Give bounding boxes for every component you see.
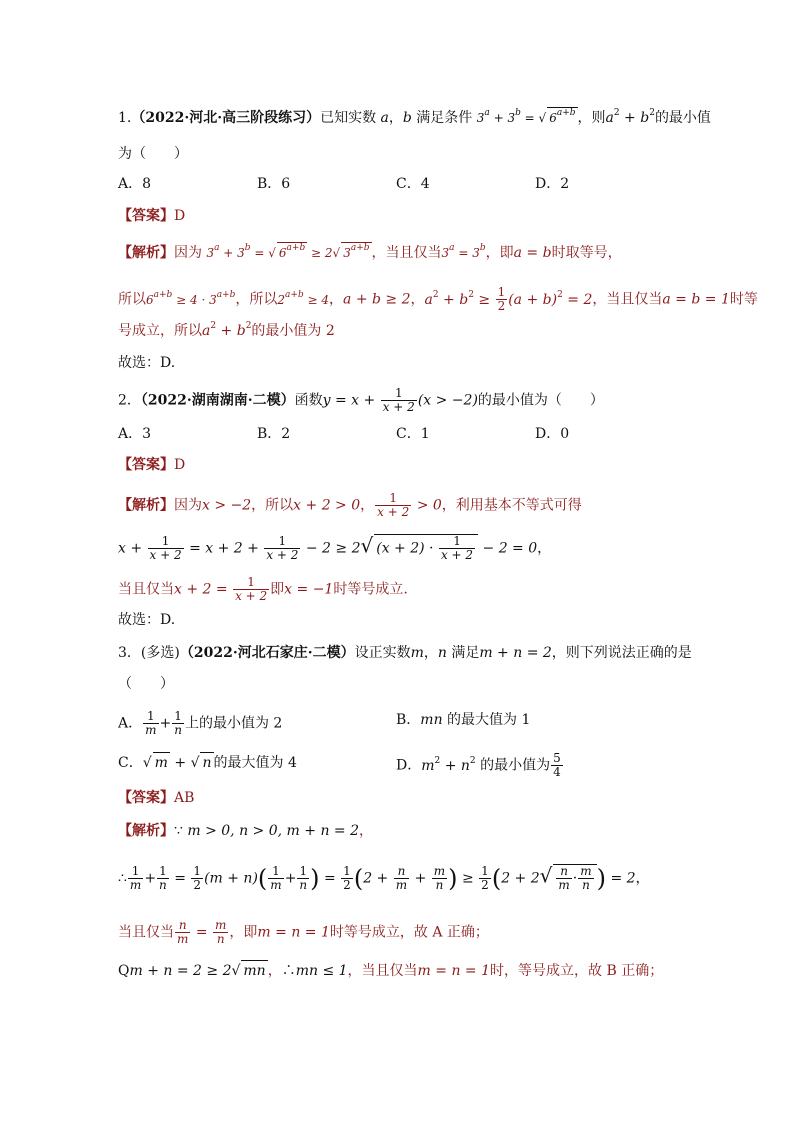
q1-explanation-line2: 所以$6^{a+b} \ge 4 \cdot 3^{a+b}$，所以$2^{a+b} \ge 4$，a + b ≥ 2，$a^2 + b^2$ ≥ $\frac{1}{2}$ $(a + b)^2 = 2$，当且仅当a = b = 1时等 xyxy=(118,285,758,313)
q2-explanation-line3: 当且仅当x + 2 = $\frac{1}{x + 2}$ 即x = −1时等号成立. xyxy=(118,575,408,603)
q2-source: （2022·湖南湖南·二模） xyxy=(140,392,295,409)
q2-stem: 2．（2022·湖南湖南·二模）函数y = x + $\frac{1}{x + 2}$ (x > −2)的最小值为（ ） xyxy=(118,386,604,414)
q1-source: （2022·河北·高三阶段练习） xyxy=(131,110,321,126)
q3-stem-line2: （ ） xyxy=(118,676,174,692)
q1-conclusion: 故选：D. xyxy=(118,355,176,371)
q1-explanation-line3: 号成立，所以$a^2 + b^2$的最小值为 2 xyxy=(118,321,335,339)
q1-stem-line2: 为（ ） xyxy=(118,146,188,162)
q2-option-b: B．2 xyxy=(257,426,291,442)
q1-option-b: B．6 xyxy=(257,176,291,192)
q3-option-d: D．$m^2 + n^2$ 的最小值为 $\frac{5}{4}$ xyxy=(396,751,561,779)
q3-source: （2022·河北石家庄·二模） xyxy=(179,645,355,661)
q3-option-a: A． $\frac{1}{m}$ + $\frac{1}{n}$ 上的最小值为 2 xyxy=(118,709,283,737)
q1-stem-line1: 1.（2022·河北·高三阶段练习）已知实数 a，b 满足条件 $3^a + 3^b$ = √ $6^{a+b}$ ，则$a^2 + b^2$的最小值 xyxy=(118,108,711,126)
q1-option-d: D．2 xyxy=(535,176,570,192)
q1-option-a: A．8 xyxy=(118,176,152,192)
q2-option-d: D．0 xyxy=(535,426,570,442)
q2-explanation-line1: 【解析】因为x > −2，所以x + 2 > 0， $\frac{1}{x + 2}$ > 0，利用基本不等式可得 xyxy=(118,491,582,519)
q2-number: 2． xyxy=(118,392,141,409)
q2-function: y = x + xyxy=(322,392,380,409)
q2-conclusion: 故选：D. xyxy=(118,612,176,628)
q1-explanation-line1: 【解析】因为 $3^a + 3^b$ = √ $6^{a+b} \ge 2√$ $3^{a+b}$ ，当且仅当$3^a = 3^b$，即a = b时取等号， xyxy=(118,243,622,261)
q3-number: 3． xyxy=(118,645,141,661)
q3-option-c: C．√ m + √ n 的最大值为 4 xyxy=(118,752,297,773)
q3-explanation-formula: ∴ $\frac{1}{m}$ + $\frac{1}{n}$ = $\frac{1}{2}$ (m + n)( $\frac{1}{m}$ + $\frac{1}{n}$ ) = $\frac{1}{2}$ (2 + $\frac{n}{m}$ + $\frac{m}{n}$ ) ≥ $\frac{1}{2}$ (2 + 2√ $\frac{n}{m}$ · $\frac{m}{n}$ ) = 2， xyxy=(118,863,650,893)
q1-condition: $3^a + 3^b$ = √ $6^{a+b}$ xyxy=(477,111,578,125)
q1-answer: 【答案】D xyxy=(118,208,186,224)
q3-explanation-line3: 当且仅当 $\frac{n}{m}$ = $\frac{m}{n}$ ，即m = n = 1时等号成立，故 A 正确； xyxy=(118,918,489,946)
q3-option-b: B．mn 的最大值为 1 xyxy=(396,712,531,728)
q1-option-c: C．4 xyxy=(396,176,430,192)
q2-answer: 【答案】D xyxy=(118,457,186,473)
q2-option-c: C．1 xyxy=(396,426,430,442)
q3-explanation-line4: Qm + n = 2 ≥ 2√ mn ，∴mn ≤ 1，当且仅当m = n = 1时，等号成立，故 B 正确； xyxy=(118,960,663,981)
q3-answer: 【答案】AB xyxy=(118,790,195,806)
q2-option-a: A．3 xyxy=(118,426,152,442)
q2-explanation-formula: x + $\frac{1}{x + 2}$ = x + 2 + $\frac{1}{x + 2}$ − 2 ≥ 2√ (x + 2) · $\frac{1}{x + 2}$ − 2 = 0， xyxy=(118,533,552,562)
q3-stem-line1: 3．(多选)（2022·河北石家庄·二模）设正实数m，n 满足m + n = 2，则下列说法正确的是 xyxy=(118,645,692,661)
q1-expr: $a^2 + b^2$ xyxy=(605,108,655,126)
q1-number: 1. xyxy=(118,110,132,126)
q3-explanation-line1: 【解析】∵ m > 0, n > 0, m + n = 2， xyxy=(118,823,374,839)
